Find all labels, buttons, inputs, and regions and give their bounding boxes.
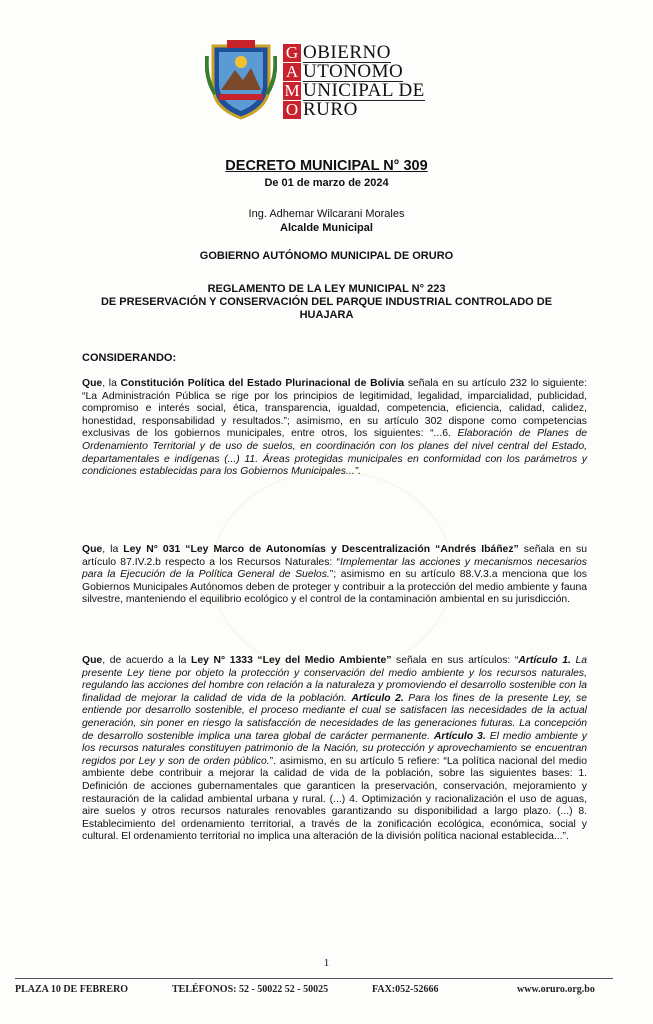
regulation-title-line: HUAJARA	[299, 309, 354, 321]
text: , la	[102, 378, 121, 389]
quote: Para los fines de la presente Ley, se entiende por desarrollo sostenible, el proceso mediante el cual se satisfacen las necesidades de la actual generación, sin poner en riesgo la satisfacción de necesidades de las generaciones futuras. La concepción de desarrollo sostenible implica una tarea global de carácter permanente.	[82, 692, 587, 742]
gamo-letter: G	[283, 44, 301, 62]
footer-fax: FAX:052-52666	[372, 984, 439, 995]
gamo-word: RURO	[303, 99, 358, 120]
law-reference: Ley N° 031 “Ley Marco de Autonomías y Descentralización “Andrés Ibáñez”	[123, 544, 519, 555]
quote: Elaboración de Planes de Ordenamiento Territorial y de uso de suelos, en coordinación con los planes del nivel central del Estado, departamentales e indígenas (...) 11. Áreas protegidas municipales en conformidad con los parámetros y condiciones establecidas para los Gobiernos Municipales...”.	[82, 428, 587, 478]
text: señala en sus artículos: “	[391, 655, 519, 666]
paragraph-ley-031	[82, 544, 587, 607]
paragraph-ley-1333	[82, 655, 587, 844]
gamo-row	[283, 62, 425, 81]
considerando-heading: CONSIDERANDO:	[82, 352, 177, 364]
gamo-letter: A	[283, 63, 301, 81]
quote: Implementar las acciones y mecanismos necesarios para la Ejecución de la Política General de Suelos.	[82, 556, 587, 581]
article-label: Artículo 1.	[518, 655, 571, 666]
gamo-row	[283, 81, 425, 100]
gamo-logotype	[283, 43, 425, 119]
letterhead	[205, 38, 445, 120]
decree-date: De 01 de marzo de 2024	[264, 177, 389, 189]
text: ”. asimismo, en su artículo 5 refiere: “La política nacional del medio ambiente debe contribuir a mejorar la calidad de vida de la población, sobre las siguientes bases: 1. Definición de acciones gubernamentales que garanticen la preservación, conservación, mejoramiento y restauración de la calidad ambiental urbana y rural. (...) 4. Optimización y racionalización el uso de aguas, aire suelos y otros recursos naturales renovables garantizando su disponibilidad a largo plazo. (...) 8. Establecimiento del ordenamiento territorial, a través de la zonificación ecológica, económica, social y cultural. El ordenamiento territorial no implica una alteración de la división política nacional establecida...”.	[82, 755, 588, 843]
law-reference: Ley N° 1333 “Ley del Medio Ambiente”	[191, 655, 392, 666]
quote: La presente Ley tiene por objeto la protección y conservación del medio ambiente y los recursos naturales, regulando las acciones del hombre con relación a la naturaleza y promoviendo el desarrollo sostenible con la finalidad de mejorar la calidad de vida de la población.	[82, 655, 588, 704]
decree-title: DECRETO MUNICIPAL N° 309	[225, 158, 428, 174]
government-name: GOBIERNO AUTÓNOMO MUNICIPAL DE ORURO	[199, 250, 454, 262]
paragraph-constitution	[82, 378, 587, 479]
gamo-word: OBIERNO	[303, 41, 391, 63]
gamo-row	[283, 100, 425, 119]
law-reference: Constitución Política del Estado Plurinacional de Bolivia	[120, 378, 405, 389]
regulation-title-line: REGLAMENTO DE LA LEY MUNICIPAL N° 223	[207, 283, 446, 295]
text: , la	[102, 544, 124, 555]
que-label: Que	[82, 655, 103, 666]
footer-address: PLAZA 10 DE FEBRERO	[15, 984, 129, 995]
text: ”; asimismo en su artículo 88.V.3.a menciona que los Gobiernos Municipales Autónomos deben de proteger y contribuir a la protección del medio ambiente y fauna silvestre, manteniendo el equilibrio ecológico y el control de la contaminación ambiental en su jurisdicción.	[82, 569, 587, 606]
regulation-title-line: DE PRESERVACIÓN Y CONSERVACIÓN DEL PARQUE INDUSTRIAL CONTROLADO DE	[100, 296, 553, 308]
gamo-row	[283, 43, 425, 62]
que-label: Que	[82, 544, 103, 555]
gamo-letter: O	[283, 101, 301, 119]
gamo-word: UNICIPAL DE	[303, 79, 425, 101]
text: señala en su artículo 232 lo siguiente: “La Administración Pública se rige por los principios de legitimidad, legalidad, imparcialidad, publicidad, compromiso e interés social, ética, transparencia, igualdad, competencia, eficiencia, calidad, calidez, honestidad, responsabilidad y resultados.”; asimismo, en su artículo 302 dispone como competencias exclusivas de los gobiernos municipales, entre otros, los siguientes: “...6.	[82, 378, 587, 440]
mayor-name: Ing. Adhemar Wilcarani Morales	[248, 208, 405, 220]
footer-divider	[15, 978, 613, 979]
article-label: Artículo 2.	[351, 692, 404, 704]
regulation-title	[0, 283, 653, 322]
que-label: Que	[82, 378, 103, 389]
text: señala en su artículo 87.IV.2.b respecto a los Recursos Naturales: “	[82, 544, 588, 568]
page-number: 1	[323, 957, 330, 969]
footer-phones: TELÉFONOS: 52 - 50022 52 - 50025	[172, 984, 329, 995]
gamo-word: UTONOMO	[303, 60, 404, 82]
footer-website: www.oruro.org.bo	[517, 984, 595, 995]
article-label: Artículo 3.	[433, 730, 486, 742]
mayor-role: Alcalde Municipal	[280, 222, 373, 234]
gamo-letter: M	[284, 80, 300, 100]
quote: El medio ambiente y los recursos naturales constituyen patrimonio de la Nación, su protección y aprovechamiento se encuentran regidos por Ley y son de orden público.	[82, 730, 588, 767]
text: , de acuerdo a la	[102, 655, 191, 666]
municipal-crest-icon	[205, 38, 277, 120]
